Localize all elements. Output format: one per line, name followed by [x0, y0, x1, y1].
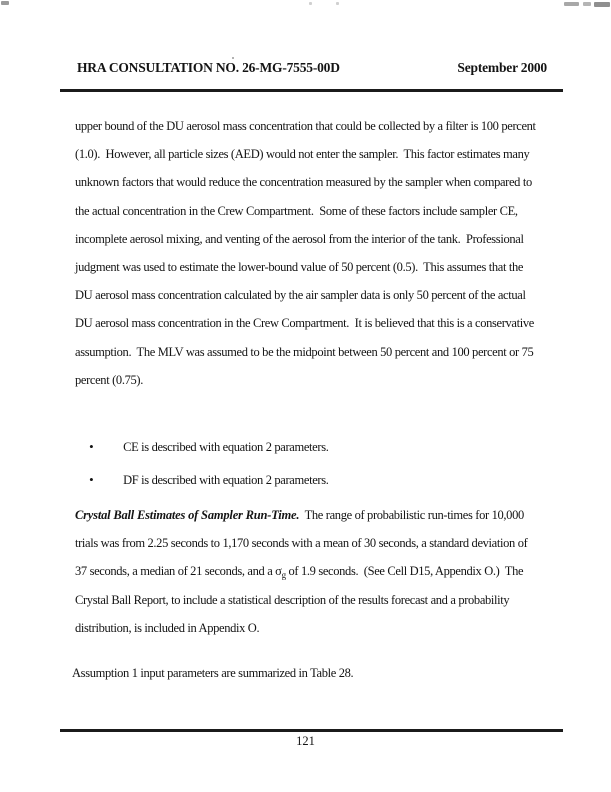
- header-document-number: HRA CONSULTATION NO. 26-MG-7555-00D: [77, 60, 340, 75]
- paragraph-crystal-ball: [75, 501, 575, 642]
- paragraph-line: incomplete aerosol mixing, and venting of the aerosol from the interior of the tank. Professional: [75, 231, 524, 246]
- paragraph-line: unknown factors that would reduce the concentration measured by the sampler when compared to: [75, 175, 532, 190]
- page-header: [77, 60, 547, 76]
- paragraph-line: trials was from 2.25 seconds to 1,170 seconds with a mean of 30 seconds, a standard deviation of: [75, 536, 528, 551]
- paragraph-line: 37 seconds, a median of 21 seconds, and a $\sigma_g$ of 1.9 seconds. (See Cell D15, Appendix O.) The: [75, 564, 524, 581]
- scan-artifact: [232, 57, 234, 59]
- closing-sentence: Assumption 1 input parameters are summarized in Table 28.: [72, 666, 354, 680]
- bullet-icon: •: [89, 439, 94, 454]
- paragraph-line: Crystal Ball Report, to include a statistical description of the results forecast and a probability: [75, 592, 510, 607]
- bullet-text: CE is described with equation 2 parameters.: [123, 440, 329, 454]
- sigma-g-subscript: g: [281, 570, 286, 581]
- paragraph-line: the actual concentration in the Crew Compartment. Some of these factors include sampler CE,: [75, 203, 518, 218]
- scan-artifact: [336, 2, 339, 5]
- page-number: 121: [296, 734, 315, 748]
- paragraph-line: judgment was used to estimate the lower-bound value of 50 percent (0.5). This assumes that the: [75, 259, 524, 274]
- footer-rule: [60, 729, 563, 732]
- scan-artifact: [1, 1, 9, 5]
- paragraph-line: Crystal Ball Estimates of Sampler Run-Time. The range of probabilistic run-times for 10,000: [75, 508, 524, 522]
- scan-artifact: [583, 2, 591, 6]
- scan-artifact: [564, 2, 579, 6]
- scan-artifact: [309, 2, 312, 5]
- paragraph-line: upper bound of the DU aerosol mass concentration that could be collected by a filter is 100 percent: [75, 119, 536, 133]
- header-rule: [60, 89, 563, 92]
- bullet-item-df: [78, 453, 558, 507]
- paragraph-line: DU aerosol mass concentration in the Crew Compartment. It is believed that this is a conservative: [75, 316, 534, 331]
- paragraph-line: (1.0). However, all particle sizes (AED) would not enter the sampler. This factor estimates many: [75, 147, 530, 162]
- scan-artifact: [594, 2, 610, 7]
- paragraph-upper-bound: [75, 112, 575, 394]
- header-date: September 2000: [457, 60, 547, 75]
- paragraph-line: DU aerosol mass concentration calculated by the air sampler data is only 50 percent of the actual: [75, 288, 526, 303]
- bullet-icon: •: [89, 472, 94, 487]
- bullet-text: DF is described with equation 2 parameters.: [123, 473, 329, 487]
- paragraph-line: percent (0.75).: [75, 372, 143, 387]
- paragraph-line: distribution, is included in Appendix O.: [75, 620, 260, 635]
- run-in-heading: Crystal Ball Estimates of Sampler Run-Time.: [75, 508, 300, 522]
- paragraph-line: assumption. The MLV was assumed to be the midpoint between 50 percent and 100 percent or 75: [75, 344, 534, 359]
